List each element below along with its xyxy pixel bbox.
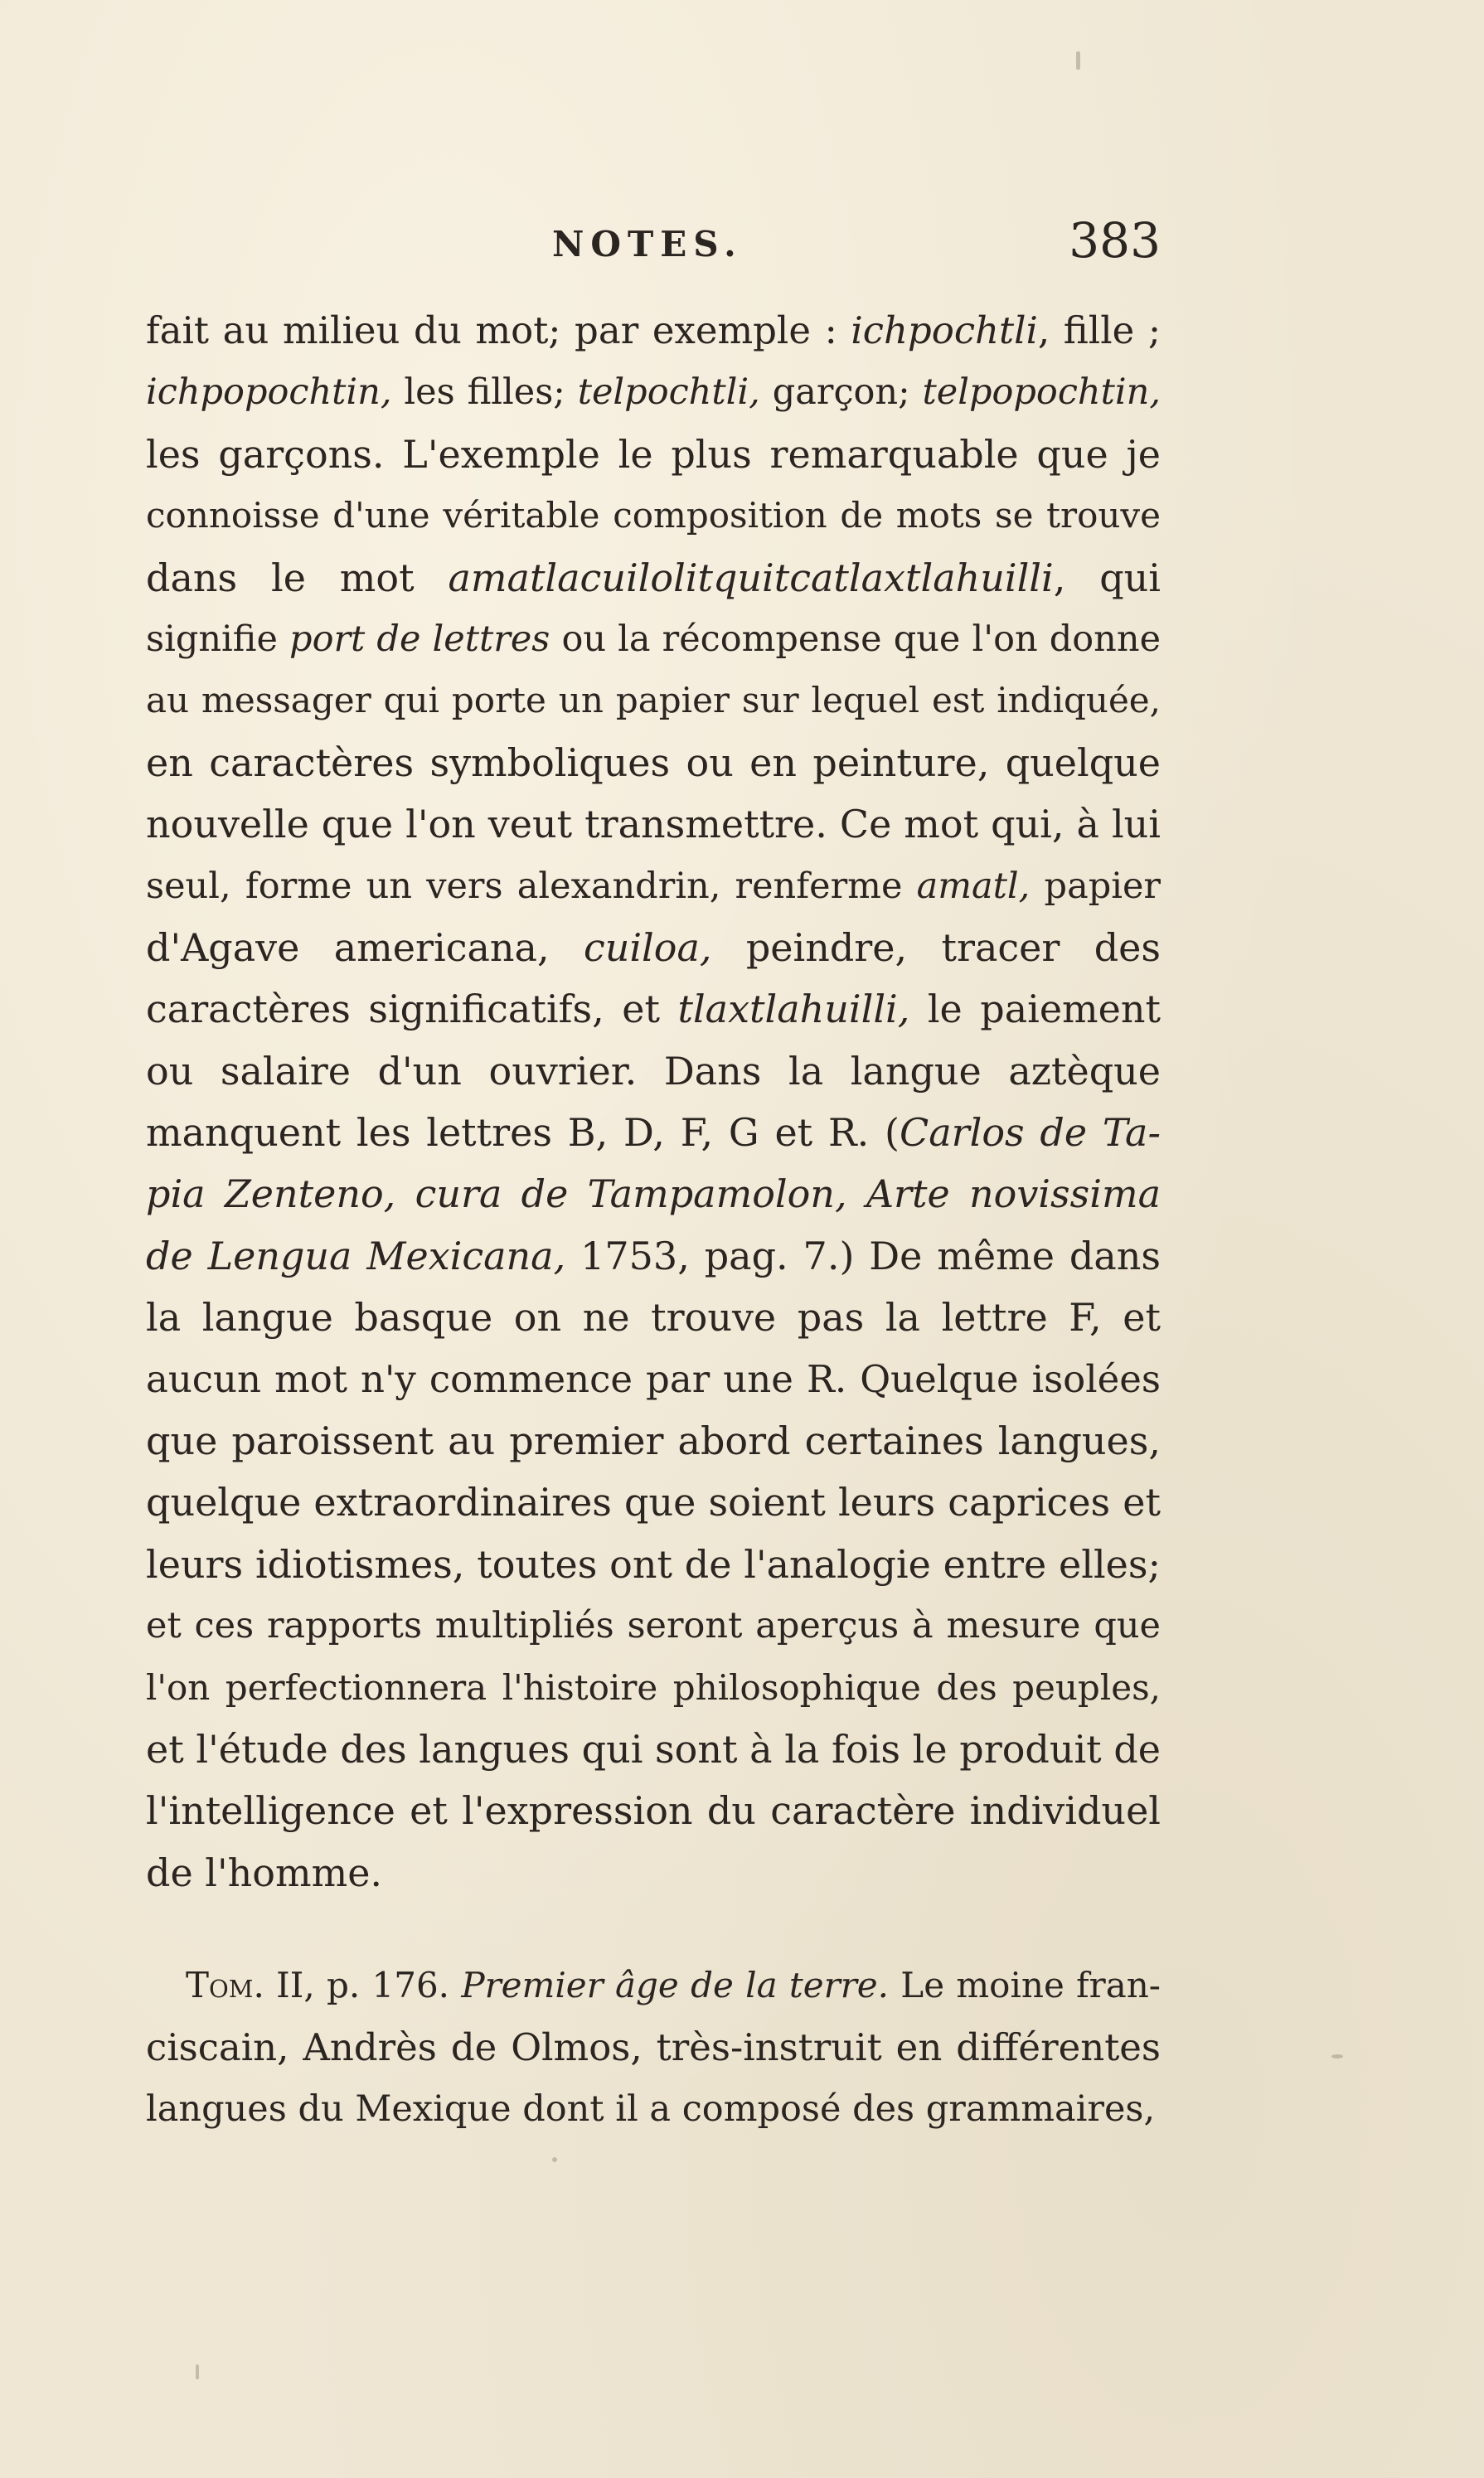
text-segment: peindre, tracer des xyxy=(711,924,1161,970)
text-line xyxy=(146,1102,1161,1163)
text-segment: la langue basque on ne trouve pas la lettre F, et xyxy=(146,1295,1161,1341)
page-number: 383 xyxy=(1069,212,1161,269)
text-line xyxy=(146,300,1161,361)
paper-spot xyxy=(1076,51,1080,70)
text-segment: papier xyxy=(1030,865,1161,907)
text-line xyxy=(146,1955,1161,2016)
paper-spot xyxy=(196,2364,199,2379)
italic-text: Carlos de Ta- xyxy=(900,1110,1161,1156)
italic-text: tlaxtlahuilli, xyxy=(677,987,910,1032)
running-head: NOTES. xyxy=(552,224,743,264)
italic-text: telpochtli, xyxy=(577,371,760,414)
text-line xyxy=(146,1349,1161,1410)
page-header xyxy=(146,212,1161,284)
text-segment: et ces rapports multipliés seront aperçus à mesure que xyxy=(146,1605,1161,1647)
text-line xyxy=(146,732,1161,793)
text-segment: 1753, pag. 7.) De même dans xyxy=(565,1233,1161,1278)
text-line xyxy=(146,1657,1161,1719)
paper-spot xyxy=(552,2157,557,2162)
text-segment: langues du Mexique dont il a composé des grammaires, xyxy=(146,2088,1156,2130)
small-caps-text: Tom. xyxy=(186,1965,264,2006)
body-text xyxy=(146,300,1161,2140)
text-line xyxy=(146,2078,1161,2140)
text-line xyxy=(146,361,1161,423)
text-line xyxy=(146,1719,1161,1780)
text-segment: garçon; xyxy=(759,371,923,414)
text-line xyxy=(146,670,1161,731)
italic-text: cuiloa, xyxy=(583,924,712,970)
text-segment: connoisse d'une véritable composition de mots se trouve xyxy=(146,495,1161,536)
text-segment: aucun mot n'y commence par une R. Quelque isolées xyxy=(146,1356,1161,1401)
italic-text: port de lettres xyxy=(289,618,550,660)
text-segment: ciscain, Andrès de Olmos, très-instruit en différentes xyxy=(146,2025,1161,2069)
italic-text: amatlacuilolitquitcatlaxtlahuilli xyxy=(448,555,1054,600)
italic-text: ichpopochtin, xyxy=(146,371,392,414)
italic-text: ichpochtli xyxy=(851,308,1038,352)
text-line xyxy=(146,1780,1161,1841)
text-segment: au messager qui porte un papier sur lequel est indiquée, xyxy=(146,680,1161,721)
text-line xyxy=(146,1842,1161,1903)
text-segment: , fille ; xyxy=(1037,308,1161,352)
text-segment: Le moine fran- xyxy=(889,1965,1161,2006)
text-segment: ou la récompense que l'on donne xyxy=(550,618,1161,660)
text-segment: l'on perfectionnera l'histoire philosophique des peuples, xyxy=(146,1666,1161,1708)
text-line xyxy=(146,609,1161,670)
paragraph-2 xyxy=(146,1955,1161,2140)
italic-text: pia Zenteno, cura de Tampamolon, Arte novissima xyxy=(146,1171,1161,1217)
italic-text: amatl, xyxy=(916,865,1031,907)
text-line xyxy=(146,1595,1161,1656)
text-segment: d'Agave americana, xyxy=(146,924,584,970)
text-line xyxy=(146,1225,1161,1287)
paragraph-1 xyxy=(146,300,1161,1903)
text-segment: II, p. 176. xyxy=(264,1965,462,2006)
text-line xyxy=(146,917,1161,978)
text-segment: , qui xyxy=(1053,555,1161,600)
text-segment: nouvelle que l'on veut transmettre. Ce mot qui, à lui xyxy=(146,802,1161,847)
text-segment: quelque extraordinaires que soient leurs caprices et xyxy=(146,1480,1161,1525)
text-segment: ou salaire d'un ouvrier. Dans la langue aztèque xyxy=(146,1048,1161,1094)
text-line xyxy=(146,2017,1161,2078)
text-line xyxy=(146,793,1161,855)
text-segment: que paroissent au premier abord certaines langues, xyxy=(146,1418,1161,1464)
text-segment: fait au milieu du mot; par exemple : xyxy=(146,308,851,352)
italic-text: telpopochtin, xyxy=(922,371,1161,414)
text-line xyxy=(146,1410,1161,1472)
text-line xyxy=(146,547,1161,609)
text-segment: et l'étude des langues qui sont à la fois le produit de xyxy=(146,1726,1161,1772)
text-segment: les garçons. L'exemple le plus remarquable que je xyxy=(146,431,1161,477)
text-line xyxy=(146,1534,1161,1595)
text-line xyxy=(146,1040,1161,1102)
text-segment: caractères significatifs, et xyxy=(146,987,678,1032)
text-line xyxy=(146,485,1161,546)
text-segment: signifie xyxy=(146,618,290,660)
text-line xyxy=(146,424,1161,485)
italic-text: Premier âge de la terre. xyxy=(461,1965,889,2006)
text-line xyxy=(146,978,1161,1040)
text-segment: seul, forme un vers alexandrin, renferme xyxy=(146,865,917,907)
text-line xyxy=(146,856,1161,917)
paragraph-gap xyxy=(146,1903,1161,1955)
text-segment: le paiement xyxy=(909,987,1161,1032)
paper-spot xyxy=(1331,2054,1343,2059)
text-segment: les filles; xyxy=(391,371,578,414)
text-segment: en caractères symboliques ou en peinture, quelque xyxy=(146,740,1161,785)
text-line xyxy=(146,1287,1161,1348)
text-segment: de l'homme. xyxy=(146,1850,383,1895)
text-line xyxy=(146,1472,1161,1533)
text-segment: dans le mot xyxy=(146,555,449,600)
text-segment: leurs idiotismes, toutes ont de l'analogie entre elles; xyxy=(146,1541,1161,1587)
text-segment: manquent les lettres B, D, F, G et R. ( xyxy=(146,1110,900,1156)
italic-text: de Lengua Mexicana, xyxy=(146,1233,566,1278)
text-segment: l'intelligence et l'expression du caractère individuel xyxy=(146,1788,1161,1834)
text-line xyxy=(146,1163,1161,1224)
